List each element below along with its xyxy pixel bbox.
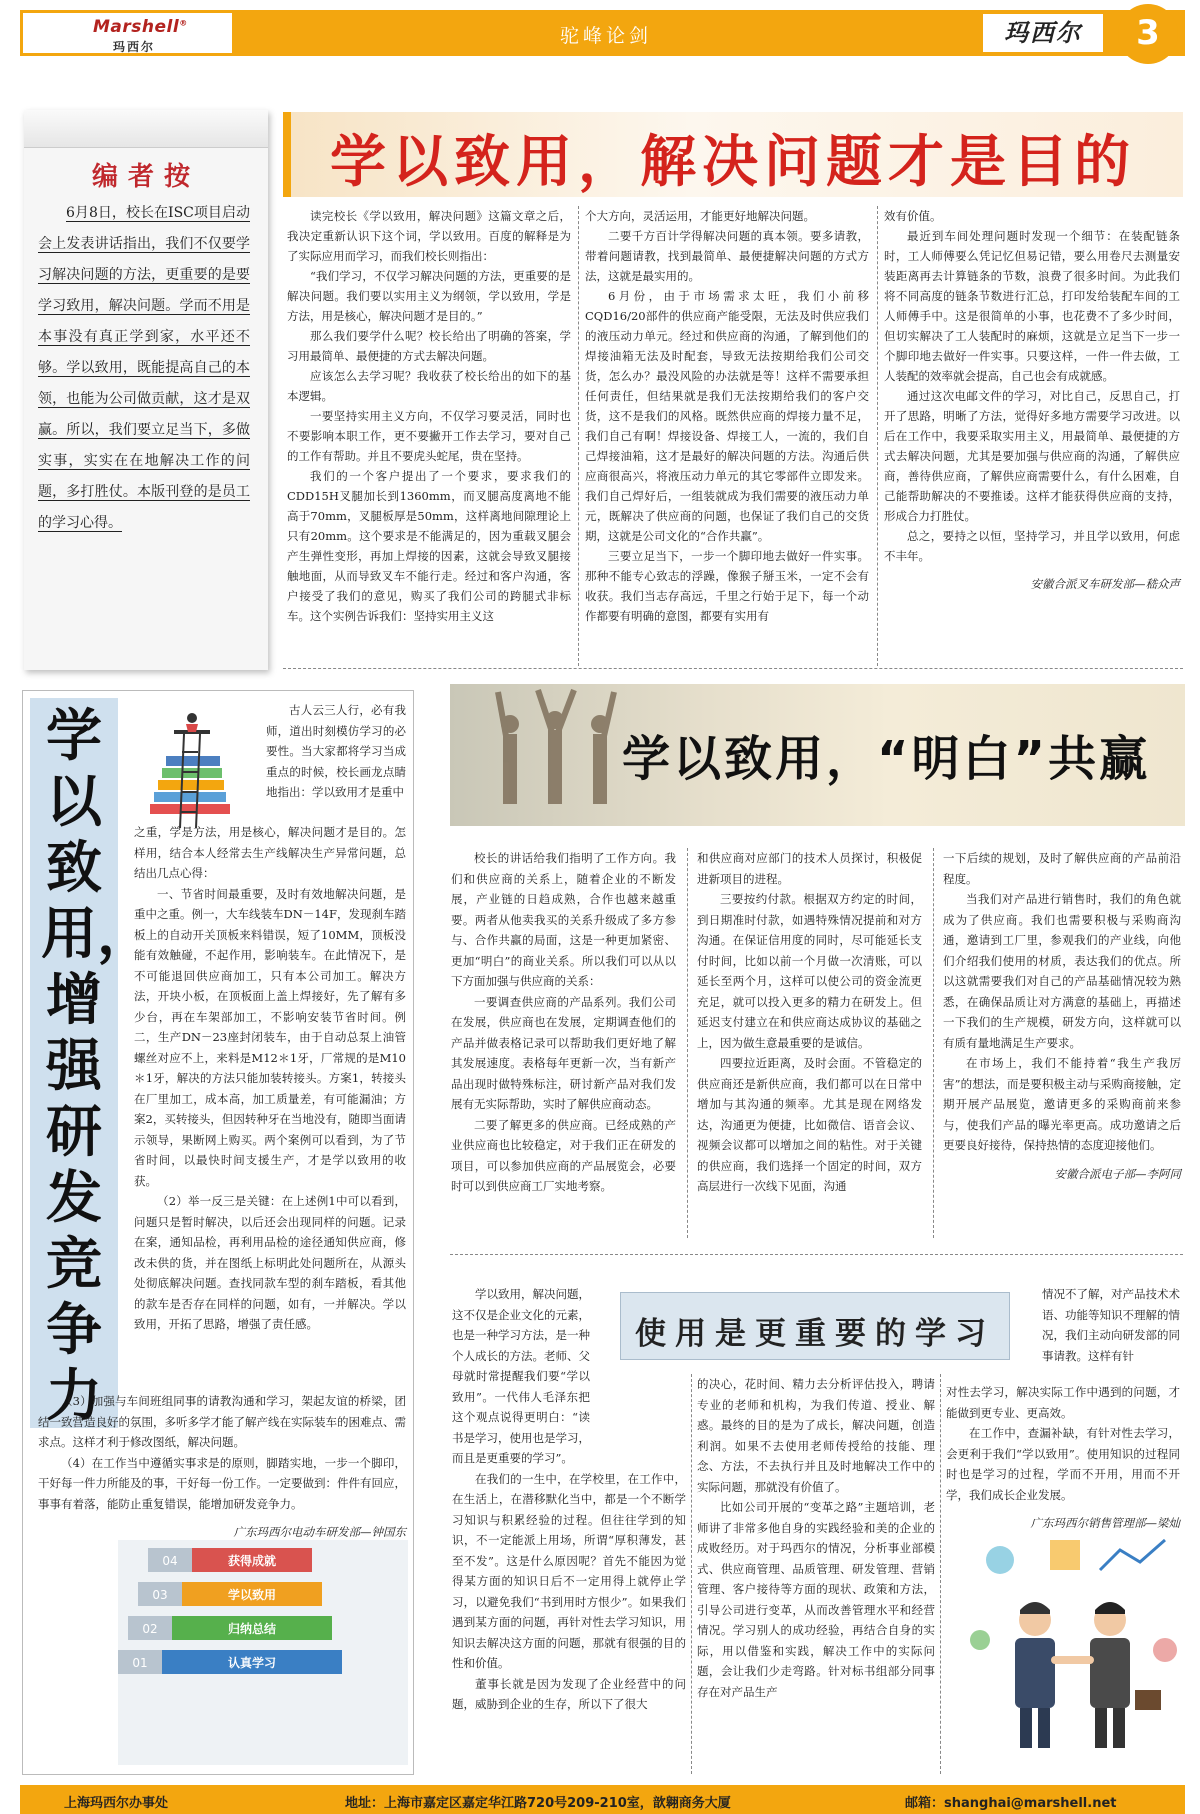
divider <box>283 668 1183 669</box>
article1-column-1: 读完校长《学以致用，解决问题》这篇文章之后，我决定重新认识下这个词，学以致用。百度的解释是为了实际应用而学习，而我们校长则指出： “我们学习，不仅学习解决问题的方法，更重要的是解决问题。我们要以实用主义为纲领，学以致用，学是方法，用是核心，解决问题才是目的。” 那么我们要学什么呢？校长给出了明确的答案，学习用最简单、最便捷的方式去解决问题。 应该怎么去学习呢？我收获了校长给出的如下的基本逻辑。 一要坚持实用主义方向，不仅学习要灵活，同时也不要影响本职工作，更不要撇开工作去学习，要对自己的工作有帮助。并且不要虎头蛇尾，贵在坚持。 我们的一个客户提出了一个要求，要求我们的CDD15H叉腿加长到1360mm，而叉腿高度离地不能高于70mm，叉腿板厚是50mm，这样离地间隙理论上只有20mm。这个要求是不能满足的，因为重载叉腿会产生弹性变形，再加上焊接的因素，这就会导致叉腿接触地面，从而导致叉车不能行走。经过和客户沟通，客户接受了我们的意见，购买了我们公司的跨腿式非标车。这个实例告诉我们：坚持实用主义这 <box>287 209 571 623</box>
article3-column-2: 的决心，花时间、精力去分析评估投入，聘请专业的老师和机构，为我们传道、授业、解惑。最终的目的是为了成长，解决问题，创造利润。如果不去使用老师传授给的技能、理念、方法，不去执行并且及时地解决工作中的实际问题，那就没有价值了。 比如公司开展的“变革之路”主题培训，老师讲了非常多他自身的实践经验和美的企业的成败经历。对于玛西尔的情况，分析事业部模式、供应商管理、品质管理、研发管理、营销管理、客户接待等方面的现状、政策和方法，引导公司进行变革，从而改善管理水平和经营情况。学习别人的成功经验，再结合自身的实际，用以借鉴和实践，解决工作中的实际问题，会让我们少走弯路。针对标书组部分同事存在对产品生产 <box>697 1377 935 1699</box>
step-1 <box>118 1650 342 1674</box>
sidebar-signature: 广东玛西尔电动车研发部—钟国东 <box>233 1525 406 1539</box>
business-handshake-illustration <box>960 1530 1182 1755</box>
svg-text:获得成就: 获得成就 <box>227 1554 277 1568</box>
article1-column-2: 个大方向，灵活运用，才能更好地解决问题。 二要千方百计学得解决问题的真本领。要多请教，带着问题请教，找到最简单、最便捷解决问题的方式方法，这就是最实用的。 6月份，由于市场需求太旺，我们小前移CQD16/20部件的供应商产能受限，无法及时供应我们的液压动力单元。经过和供应商的沟通，了解到他们的焊接油箱无法及时配套，导致无法按期给我们公司交货，怎么办？最没风险的办法就是等！这样不需要承担任何责任，但结果就是我们无法按期给我们的客户交货，这不是我们的风格。既然供应商的焊接力量不足，我们自己有啊！焊接设备、焊接工人，一流的，我们自己焊接油箱，这才是最好的解决问题的方法。沟通后供应商很高兴，将液压动力单元的其它零部件立即发来。我们自己焊好后，一组装就成为我们需要的液压动力单元，既解决了供应商的问题，也保证了我们自己的交货期，这就是公司文化的“合作共赢”。 三要立足当下，一步一个脚印地去做好一件实事。那种不能专心致志的浮躁，像猴子掰玉米，一定不会有收获。我们当志存高远，千里之行始于足下，每一个动作都要有明确的意图，都要有实用有 <box>585 209 869 623</box>
article3-column-1: 学以致用，解决问题，这不仅是企业文化的元素，也是一种学习方法，是一种个人成长的方法。老师、父母就时常提醒我们要“学以致用”。一代伟人毛泽东把这个观点说得更明白：“读书是学习，使用也是学习，而且是更重要的学习”。 在我们的一生中，在学校里，在工作中，在生活上，在潜移默化当中，都是一个不断学习知识与积累经验的过程。但往往学到的知识，不一定能派上用场，所谓“厚积薄发，甚至不发”。这是什么原因呢？首先不能因为觉得某方面的知识日后不一定用得上就停止学习，以避免我们“书到用时方恨少”。如果我们遇到某方面的问题，再针对性去学习知识，用知识去解决这方面的问题，那就有很强的目的性和价值。 董事长就是因为发现了企业经营中的问题，威胁到企业的生存，所以下了很大 <box>452 1287 686 1711</box>
column-rule <box>877 206 878 666</box>
column-rule <box>691 1374 692 1774</box>
article1-title: 学以致用，解决问题才是目的 <box>330 130 1136 195</box>
article2-title: 学以致用，“明白”共赢 <box>622 731 1151 787</box>
sidebar-bottom-text: （3）加强与车间班组同事的请教沟通和学习，架起友谊的桥梁，团结一致营造良好的氛围，多听多学才能了解产线在实际装车的困难点、需求点。这样才利于修改图纸，解决问题。 （4）在工作当中遵循实事求是的原则，脚踏实地，一步一个脚印，干好每一件力所能及的事，干好每一份工作。一定要做到：件件有回应，事事有着落，能防止重复错误，能增加研发竞争力。 广东玛西尔电动车研发部—钟国东 <box>38 1391 406 1543</box>
page-footer <box>20 1785 1185 1814</box>
logo-name: Marshell® <box>93 17 188 37</box>
article3-signature: 广东玛西尔销售管理部—梁灿 <box>1030 1516 1180 1530</box>
svg-text:02: 02 <box>142 1622 158 1636</box>
editor-note-body: 6月8日，校长在ISC项目启动会上发表讲话指出，我们不仅要学习解决问题的方法，更重要的是要学习致用，解决问题。学而不用是本事没有真正学到家，水平还不够。学以致用，既能提高自己的本领，也能为公司做贡献，这才是双赢。所以，我们要立足当下，多做实事，实实在在地解决工作的问题，多打胜仗。本版刊登的是员工的学习心得。 <box>38 205 250 531</box>
sidebar-main-text: 之重，学是方法，用是核心，解决问题才是目的。怎样用，结合本人经常去生产线解决生产异常问题，总结出几点心得： 一、节省时间最重要，及时有效地解决问题，是重中之重。例一，大车线装车DN－14F，发现刹车踏板上的自动开关顶板来料错误，短了10MM，顶板没能有效触碰，不起作用，影响装车。在此情况下，是不可能退回供应商加工，只有本公司加工。解决方法，开块小板，在顶板面上盖上焊接好，先了解有多少台，再在车架部加工，不影响安装节省时间。例二，生产DN－23座封闭装车，由于自动总泵上油管螺丝对应不上，来料是M12＊1牙，厂常规的是M10＊1牙，解决的方法只能加装转接头。方案1，转接头在厂里加工，成本高，加工质量差，有可能漏油；方案2，买转接头，但因转种牙在当地没有，随即当面请示领导，果断网上购买。两个案例可以看到，为了节省时间，以最快时间支援生产，才是学以致用的收获。 （2）举一反三是关键：在上述例1中可以看到，问题只是暂时解决，以后还会出现同样的问题。记录在案，通知品检，再利用品检的途径通知供应商，修改未供的货，并在图纸上标明此处问题所在，从源头处彻底解决问题。查找同款车型的刹车踏板，看其他的款车是否存在同样的问题，如有，一并解决。学以致用，开拓了思路，增强了责任感。 <box>134 825 406 1331</box>
learning-steps-illustration <box>118 1540 408 1765</box>
article2-signature: 安徽合派电子部—李阿同 <box>1054 1166 1181 1181</box>
businessman-right <box>1090 1602 1130 1748</box>
sidebar-article-title: 学以致用，增强研发竞争力 <box>41 704 153 1429</box>
scroll-roll <box>24 110 268 148</box>
svg-text:归纳总结: 归纳总结 <box>227 1622 277 1636</box>
article3-column-3: 对性去学习，解决实际工作中遇到的问题，才能做到更专业、更高效。 在工作中，查漏补缺，有针对性去学习，会更利于我们“学以致用”。使用知识的过程同时也是学习的过程，学而不开用，用而不开学，我们成长企业发展。 广东玛西尔销售管理部—梁灿 <box>946 1382 1180 1534</box>
sidebar-intro-text: 古人云三人行，必有我师，道出时刻模仿学习的必要性。当大家都将学习当成重点的时候，校长画龙点睛地指出：学以致用才是重中 <box>266 703 406 799</box>
books-ladder-illustration <box>140 712 260 830</box>
editor-note-title: 编者按 <box>91 162 200 192</box>
svg-text:04: 04 <box>162 1554 178 1568</box>
page-header <box>20 10 1185 56</box>
svg-text:01: 01 <box>132 1656 148 1670</box>
footer-email: 邮箱：shanghai@marshell.net <box>905 1796 1117 1811</box>
article2-column-2: 和供应商对应部门的技术人员探讨，积极促进新项目的进程。 三要按约付款。根据双方约定的时间，到日期准时付款，如遇特殊情况提前和对方沟通。在保证信用度的同时，尽可能延长支付时间，比如以前一个月做一次清账，可以延长至两个月，这样可以使公司的资金流更充足，就可以投入更多的精力在研发上。但延迟支付建立在和供应商达成协议的基础之上，因为做生意最重要的是诚信。 四要拉近距离，及时会面。不管稳定的供应商还是新供应商，我们都可以在日常中增加与其沟通的频率。尤其是现在网络发达，沟通更为便捷，比如微信、语音会议、视频会议都可以增加之间的粘性。对于关键的供应商，我们选择一个固定的时间，双方高层进行一次线下见面，沟通 <box>697 851 922 1193</box>
svg-text:03: 03 <box>152 1588 168 1602</box>
article3-title: 使用是更重要的学习 <box>635 1316 995 1352</box>
step-3 <box>138 1582 322 1606</box>
article2-column-1: 校长的讲话给我们指明了工作方向。我们和供应商的关系上，随着企业的不断发展，产业链的日趋成熟，合作也越来越重要。两者从他卖我买的关系升级成了多方参与、合作共赢的局面，这是一种更加紧密、更加“明白”的商业关系。所以我们可以从以下方面加强与供应商的关系： 一要调查供应商的产品系列。我们公司在发展，供应商也在发展，定期调查他们的产品并做表格记录可以帮助我们更好地了解其发展速度。表格每年更新一次，当有新产品出现时做特殊标注，研讨新产品对我们发展有无实际帮助，实时了解供应商动态。 二要了解更多的供应商。已经成熟的产业供应商也比较稳定，对于我们正在研发的项目，可以参加供应商的产品展览会，必要时可以到供应商工厂实地考察。 <box>451 851 676 1193</box>
svg-text:学以致用: 学以致用 <box>227 1588 277 1602</box>
sidebar-title-panel <box>30 698 153 1429</box>
svg-text:认真学习: 认真学习 <box>227 1656 277 1670</box>
article3-column-3-top: 情况不了解，对产品技术术语、功能等知识不理解的情况，我们主动向研发部的同事请教。这样有针 <box>1042 1287 1180 1363</box>
column-rule <box>933 848 934 1238</box>
footer-office: 上海玛西尔办事处 <box>64 1796 169 1811</box>
article1-signature: 安徽合派叉车研发部—嵇众声 <box>1030 577 1180 591</box>
divider <box>450 1254 1183 1255</box>
logo-cn: 玛西尔 <box>113 40 156 54</box>
editor-note <box>24 110 268 670</box>
article1-column-3: 效有价值。 最近到车间处理问题时发现一个细节：在装配链条时，工人师傅要么凭记忆但易记错，要么用卷尺去测量安装距离再去计算链条的节数，浪费了很多时间。为此我们将不同高度的链条节数进行汇总，打印发给装配车间的工人师傅手中。这是很简单的小事，也花费不了多少时间，但切实解决了工人装配时的麻烦，这就是立足当下一步一个脚印地去做好一件实事。只要这样，一件一件去做，工人装配的效率就会提高，自己也会有成就感。 通过这次电邮文件的学习，对比自己，反思自己，打开了思路，明晰了方法，觉得好多地方需要学习改进。以后在工作中，我要采取实用主义，用最简单、最便捷的方式去解决问题，尤其是要加强与供应商的沟通，了解供应商，善待供应商，了解供应商需要什么，有什么困难，自己能帮助解决的不要推诿。这样才能获得供应商的支持，形成合力打胜仗。 总之，要持之以恒，坚持学习，并且学以致用，何虑不丰年。 安徽合派叉车研发部—嵇众声 <box>884 206 1180 594</box>
brand-script: 玛西尔 <box>983 14 1103 52</box>
column-rule <box>940 1374 941 1774</box>
article2-column-3: 一下后续的规划，及时了解供应商的产品前沿程度。 当我们对产品进行销售时，我们的角色就成为了供应商。我们也需要积极与采购商沟通，邀请到工厂里，参观我们的产业线，向他们介绍我们使用的材质，表达我们的优点。所以这就需要我们对自己的产品基础情况较为熟悉，在确保品质让对方满意的基础上，再描述一下我们的生产规模，研发方向，这样就可以有质有量地满足生产要求。 在市场上，我们不能持着“我生产我厉害”的想法，而是要积极主动与采购商接触，定期开展产品展览，邀请更多的采购商前来参与，使我们产品的曝光率更高。成功邀请之后更要良好接待，保持热情的态度迎接他们。 安徽合派电子部—李阿同 <box>943 848 1181 1184</box>
footer-address: 地址：上海市嘉定区嘉定华江路720号209-210室，歆翱商务大厦 <box>345 1796 731 1811</box>
step-2 <box>128 1616 332 1640</box>
businessman-left <box>1015 1602 1055 1748</box>
column-rule <box>687 848 688 1238</box>
column-rule <box>578 206 579 666</box>
logo <box>20 10 235 56</box>
step-4 <box>148 1548 312 1572</box>
section-name: 驼峰论剑 <box>560 25 653 47</box>
page-number: 3 <box>1118 4 1178 64</box>
